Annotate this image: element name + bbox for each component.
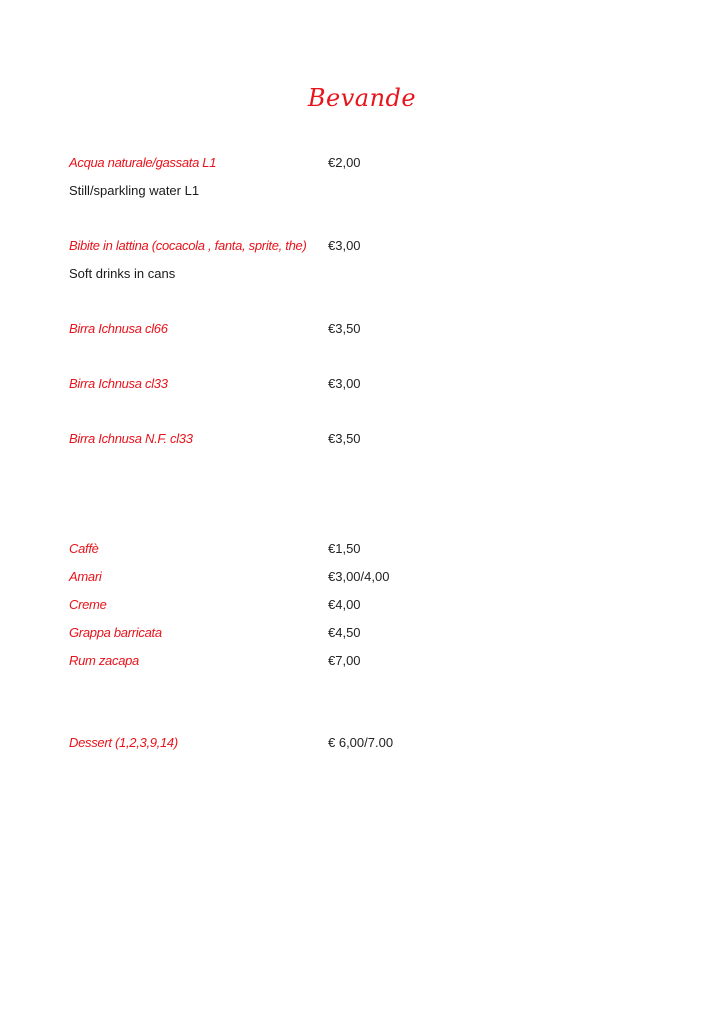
- menu-item-caffe: [0, 541, 724, 561]
- item-name: Birra Ichnusa cl33: [69, 376, 168, 391]
- item-subtitle: Still/sparkling water L1: [69, 183, 200, 198]
- item-name: Grappa barricata: [69, 625, 162, 640]
- menu-item-grappa: [0, 625, 724, 645]
- item-price: €3,50: [328, 321, 361, 336]
- menu-item-birra-cl33: [0, 376, 724, 396]
- page-title: Bevande: [307, 84, 417, 112]
- menu-item-dessert: [0, 735, 724, 755]
- item-name: Acqua naturale/gassata L1: [69, 155, 217, 170]
- item-name: Caffè: [69, 541, 99, 556]
- item-name: Bibite in lattina (cocacola , fanta, sprite, the): [69, 238, 307, 253]
- menu-item-creme: [0, 597, 724, 617]
- item-price: €3,50: [328, 431, 361, 446]
- menu-item-amari: [0, 569, 724, 589]
- item-price: €2,00: [328, 155, 361, 170]
- item-price: €3,00/4,00: [328, 569, 390, 584]
- item-price: €7,00: [328, 653, 361, 668]
- item-price: € 6,00/7.00: [328, 735, 394, 750]
- menu-item-rum: [0, 653, 724, 673]
- menu-item-bibite: [0, 238, 724, 258]
- menu-item-birra-cl66: [0, 321, 724, 341]
- item-price: €3,00: [328, 376, 361, 391]
- item-name: Creme: [69, 597, 107, 612]
- item-name: Birra Ichnusa cl66: [69, 321, 168, 336]
- item-name: Dessert (1,2,3,9,14): [69, 735, 178, 750]
- menu-item-birra-nf: [0, 431, 724, 451]
- item-subtitle: Soft drinks in cans: [69, 266, 176, 281]
- item-price: €1,50: [328, 541, 361, 556]
- item-price: €3,00: [328, 238, 361, 253]
- item-name: Birra Ichnusa N.F. cl33: [69, 431, 193, 446]
- item-price: €4,50: [328, 625, 361, 640]
- item-price: €4,00: [328, 597, 361, 612]
- item-name: Amari: [69, 569, 102, 584]
- item-name: Rum zacapa: [69, 653, 139, 668]
- menu-item-acqua: [0, 155, 724, 175]
